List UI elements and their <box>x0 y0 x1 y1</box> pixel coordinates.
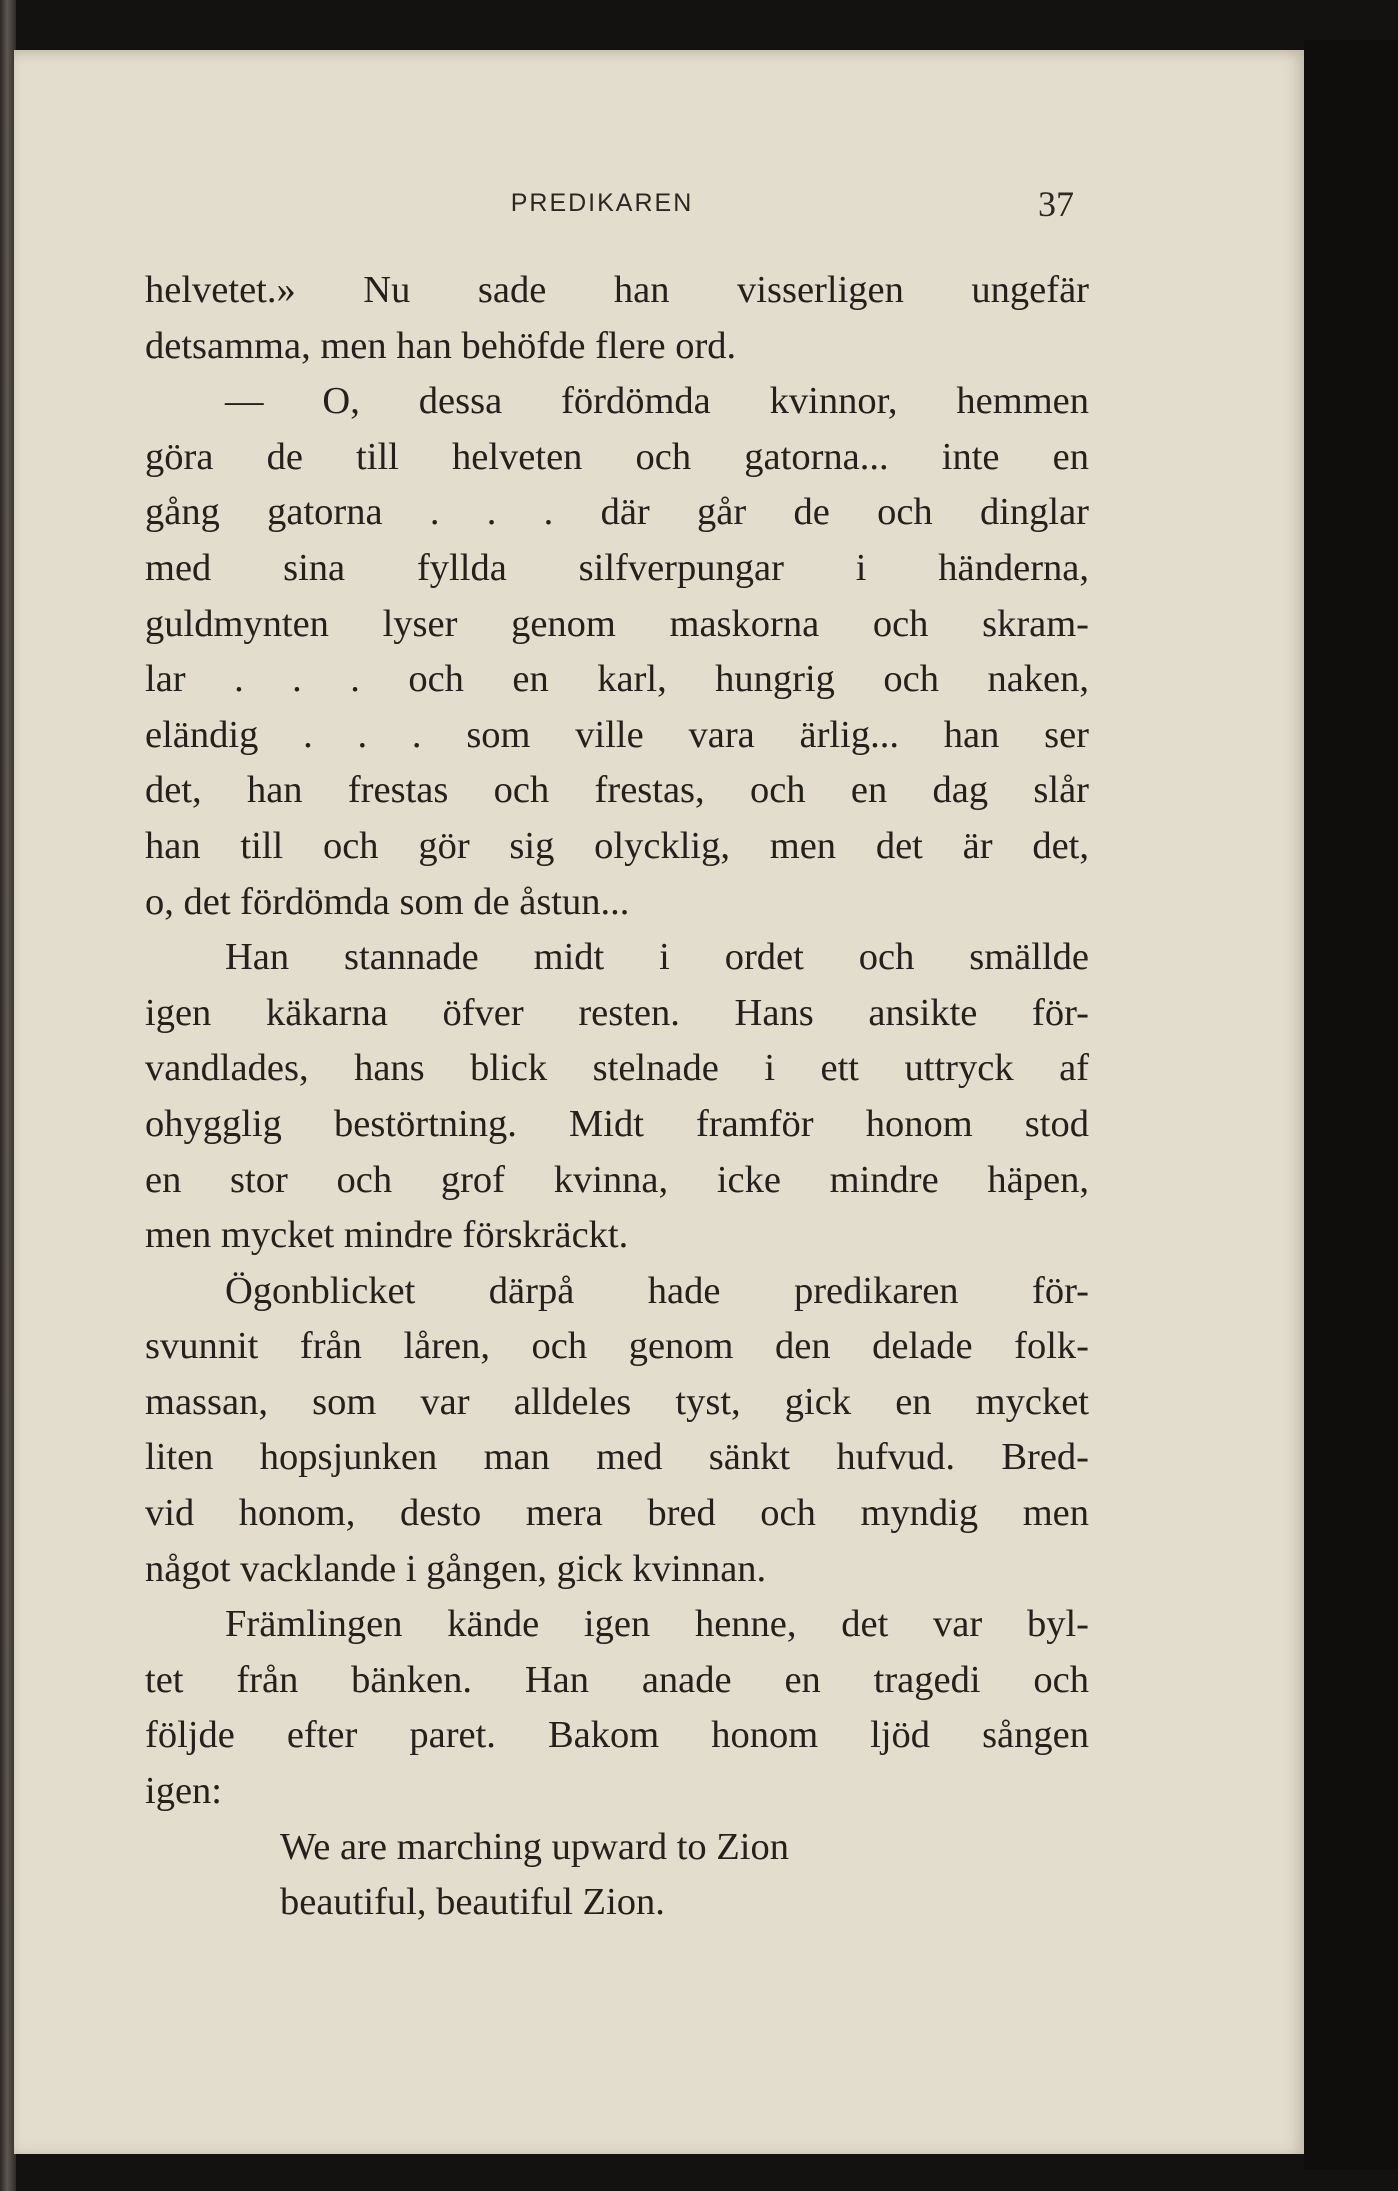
scan-background <box>1304 40 1398 2170</box>
text-line: vandlades, hans blick stelnade i ett uttryck af <box>145 1047 1089 1090</box>
text-line: igen: <box>145 1770 222 1813</box>
text-line: göra de till helveten och gatorna... inte en <box>145 435 1089 478</box>
text-line: eländig . . . som ville vara ärlig... han ser <box>145 713 1089 756</box>
text-line: tet från bänken. Han anade en tragedi och <box>145 1658 1089 1701</box>
text-line: vid honom, desto mera bred och myndig men <box>145 1492 1089 1535</box>
page-header <box>130 183 1074 243</box>
text-line: det, han frestas och frestas, och en dag slår <box>145 769 1089 812</box>
text-line: igen käkarna öfver resten. Hans ansikte för- <box>145 991 1089 1034</box>
text-line: han till och gör sig olycklig, men det är det, <box>145 824 1089 867</box>
text-line: lar . . . och en karl, hungrig och naken, <box>145 658 1089 701</box>
text-line: massan, som var alldeles tyst, gick en mycket <box>145 1380 1089 1423</box>
text-line: detsamma, men han behöfde flere ord. <box>145 324 737 367</box>
text-line: guldmynten lyser genom maskorna och skram- <box>145 602 1089 645</box>
text-line: ohygglig bestörtning. Midt framför honom stod <box>145 1102 1089 1145</box>
body-text <box>145 263 1089 1931</box>
text-line: följde efter paret. Bakom honom ljöd sången <box>145 1714 1089 1757</box>
text-line: Främlingen kände igen henne, det var byl- <box>225 1603 1089 1646</box>
text-line: Han stannade midt i ordet och smällde <box>225 936 1089 979</box>
text-line: svunnit från låren, och genom den delade folk- <box>145 1325 1089 1368</box>
text-line: — O, dessa fördömda kvinnor, hemmen <box>225 380 1089 423</box>
text-line: o, det fördömda som de åstun... <box>145 880 630 923</box>
text-line: något vacklande i gången, gick kvinnan. <box>145 1547 767 1590</box>
running-title: PREDIKAREN <box>510 189 694 217</box>
verse-line: beautiful, beautiful Zion. <box>280 1881 665 1924</box>
page-number: 37 <box>1038 184 1074 224</box>
text-line: en stor och grof kvinna, icke mindre häpen, <box>145 1158 1089 1201</box>
text-line: liten hopsjunken man med sänkt hufvud. Bred- <box>145 1436 1089 1479</box>
text-line: helvetet.» Nu sade han visserligen ungefär <box>145 269 1089 311</box>
verse-line: We are marching upward to Zion <box>280 1825 789 1868</box>
text-line: men mycket mindre förskräckt. <box>145 1214 629 1257</box>
text-line: Ögonblicket därpå hade predikaren för- <box>225 1269 1089 1312</box>
text-line: gång gatorna . . . där går de och dinglar <box>145 491 1089 534</box>
text-line: med sina fyllda silfverpungar i händerna, <box>145 546 1089 589</box>
